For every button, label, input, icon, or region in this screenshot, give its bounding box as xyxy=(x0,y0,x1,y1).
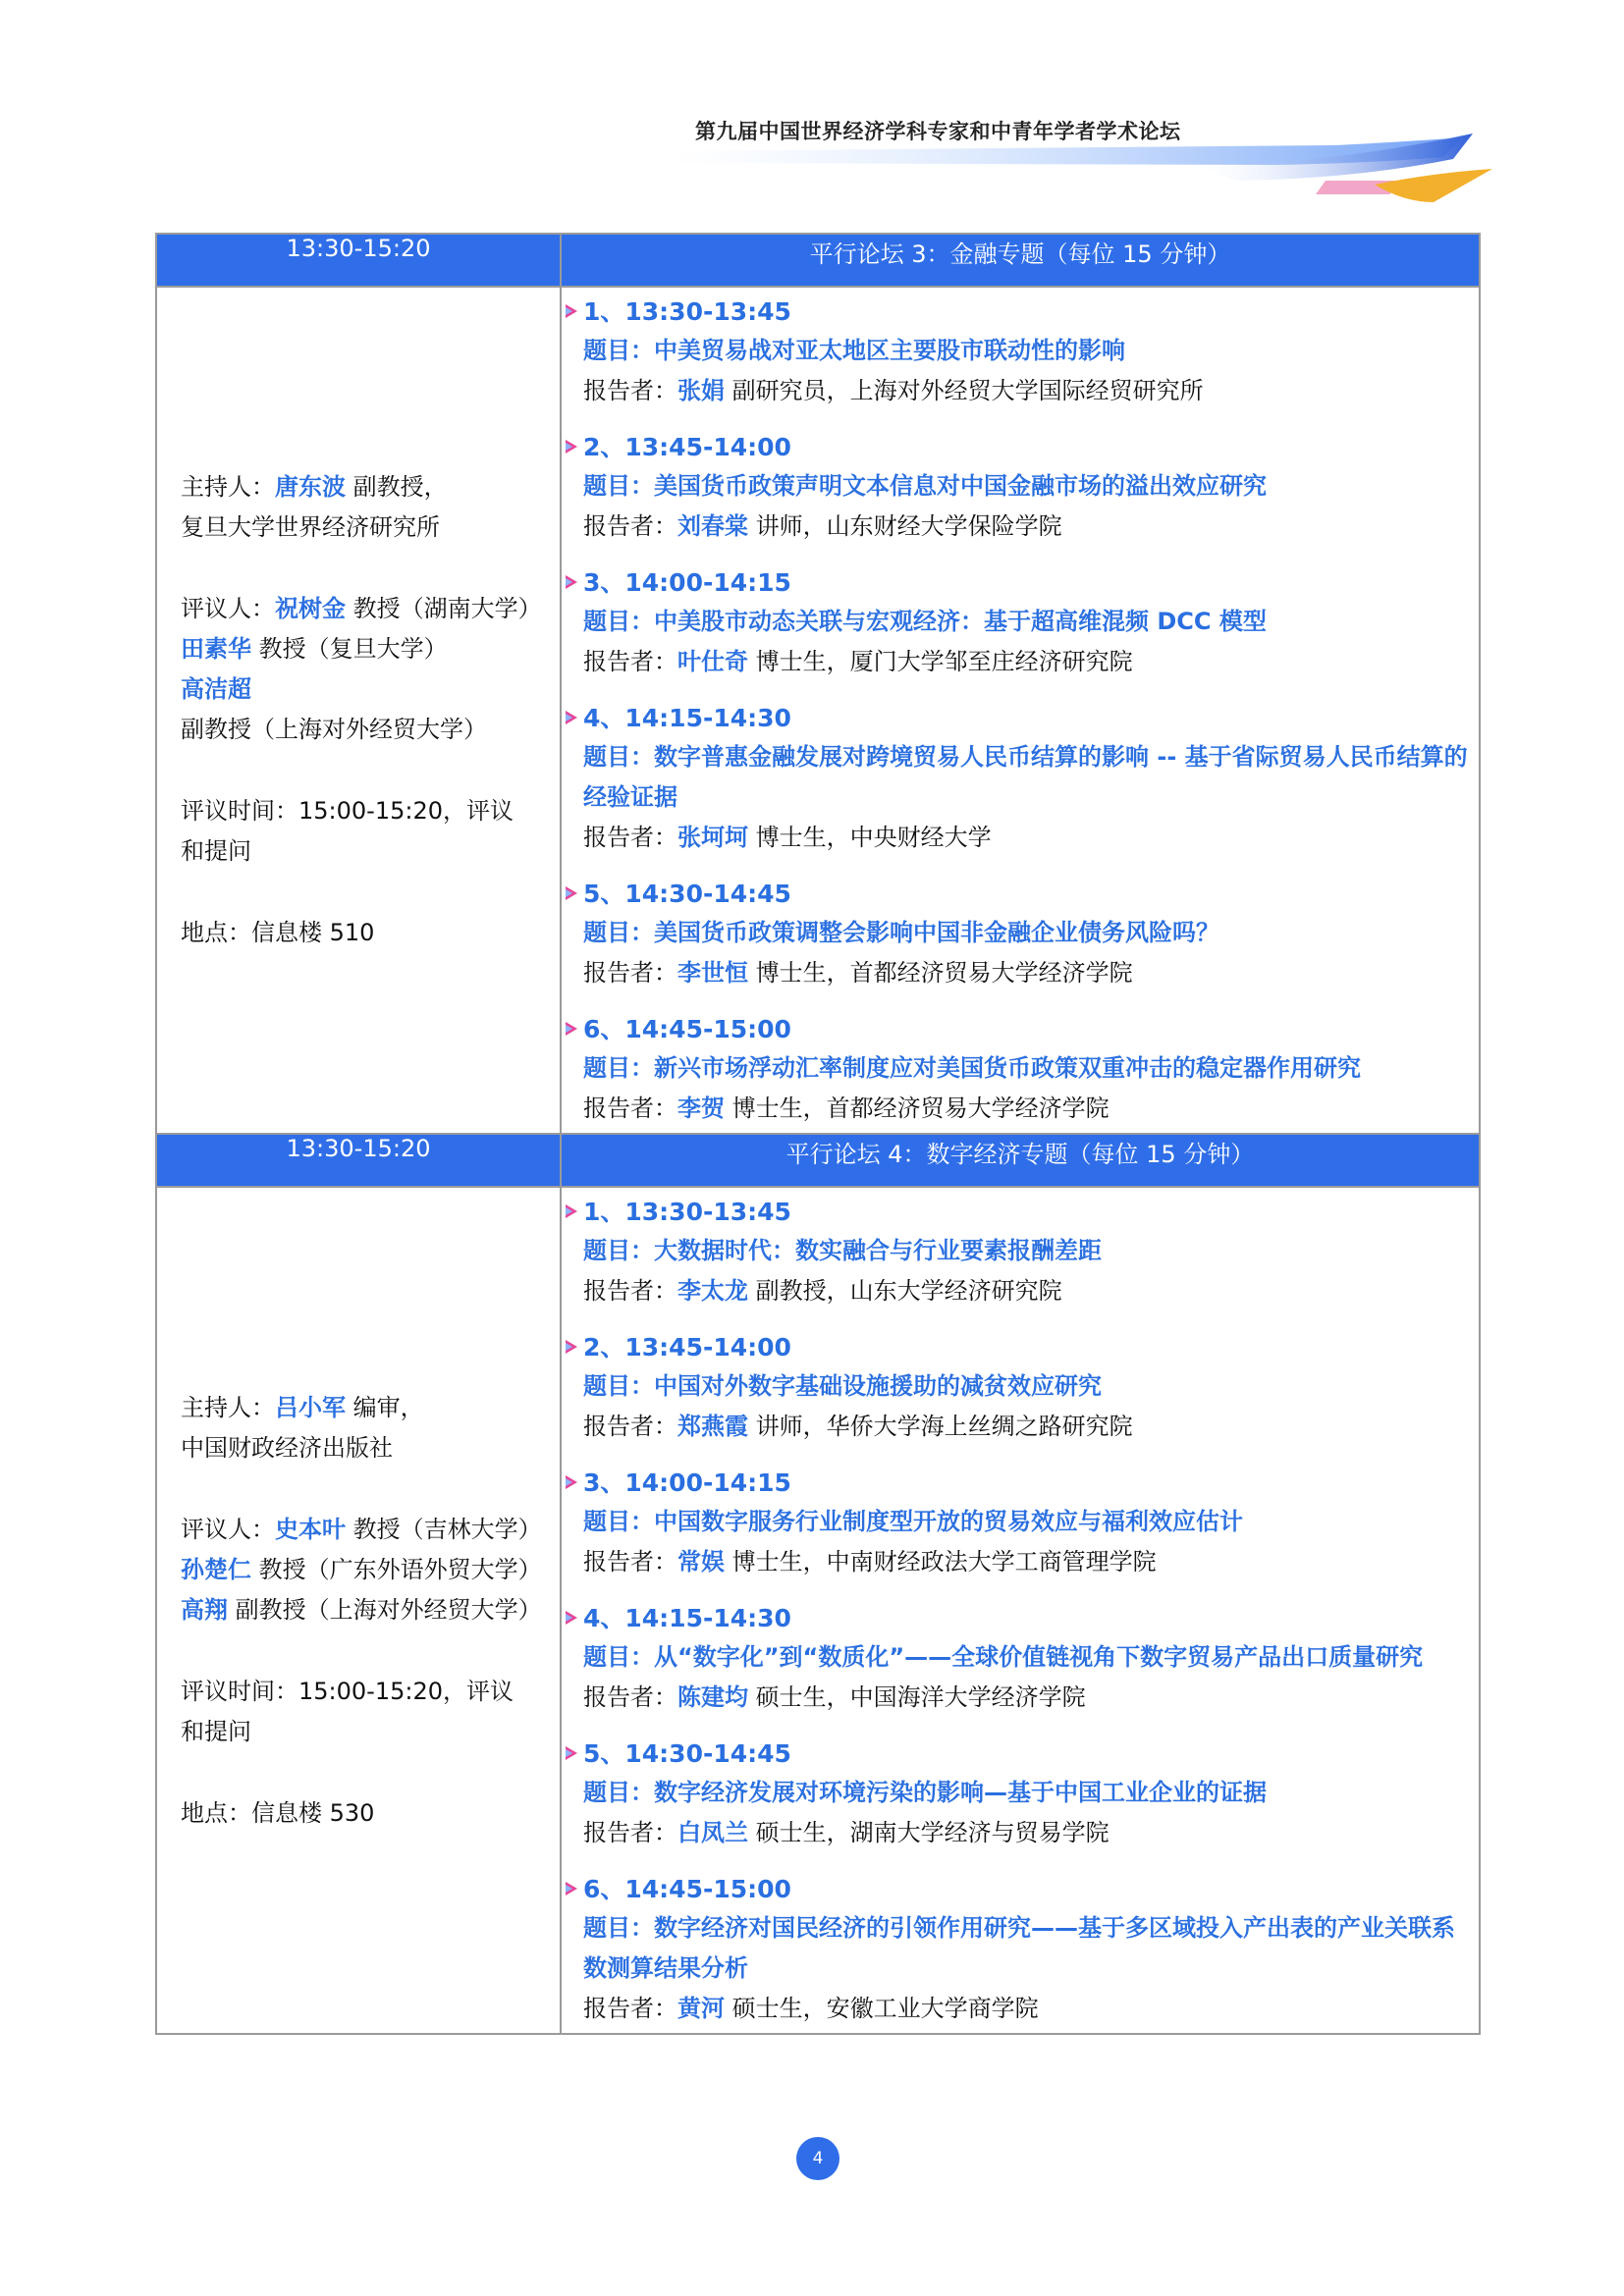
review-time-line1: 评议时间：15:00-15:20，评议 xyxy=(181,797,514,825)
bullet-triangle-icon xyxy=(566,886,577,900)
talk-time-text: 2、13:45-14:00 xyxy=(583,433,791,461)
reporter-label: 报告者： xyxy=(583,512,677,540)
page-number-badge: 4 xyxy=(796,2137,839,2180)
talk-item xyxy=(566,1735,1475,1853)
schedule-table xyxy=(155,233,1481,2035)
talk-item xyxy=(566,1329,1475,1447)
location: 地点：信息楼 510 xyxy=(181,919,375,946)
talk-time xyxy=(566,1465,1475,1502)
talk-item xyxy=(566,429,1475,547)
talk-time xyxy=(566,429,1475,466)
reporter-name: 白凤兰 xyxy=(677,1819,748,1846)
talk-topic: 题目：中美贸易战对亚太地区主要股市联动性的影响 xyxy=(583,337,1125,364)
reporter-label: 报告者： xyxy=(583,1995,677,2022)
bullet-triangle-icon xyxy=(566,1022,577,1036)
talk-topic: 题目：数字普惠金融发展对跨境贸易人民币结算的影响 -- 基于省际贸易人民币结算的经验证据 xyxy=(583,743,1468,811)
talk-time xyxy=(566,294,1475,331)
bullet-triangle-icon xyxy=(566,440,577,454)
reviewer-detail: 副教授（上海对外经贸大学） xyxy=(181,716,487,743)
reviewer-detail: 副教授（上海对外经贸大学） xyxy=(228,1595,542,1624)
talk-time-text: 1、13:30-13:45 xyxy=(583,1198,791,1226)
reporter-name: 李世恒 xyxy=(677,959,748,987)
reporter-label: 报告者： xyxy=(583,648,677,675)
host-name: 吕小军 xyxy=(275,1393,346,1421)
talk-item xyxy=(566,1465,1475,1582)
host-org: 复旦大学世界经济研究所 xyxy=(181,513,440,541)
talk-time xyxy=(566,1871,1475,1908)
bullet-triangle-icon xyxy=(566,1746,577,1760)
reporter-info: 博士生，首都经济贸易大学经济学院 xyxy=(725,1095,1110,1122)
talk-time xyxy=(566,1194,1475,1231)
reviewer-name: 高洁超 xyxy=(181,675,251,703)
session-time: 13:30-15:20 xyxy=(156,1134,561,1187)
reporter-info: 讲师，华侨大学海上丝绸之路研究院 xyxy=(748,1413,1133,1440)
review-time-line2: 和提问 xyxy=(181,837,251,865)
reviewer-name: 高翔 xyxy=(181,1595,228,1624)
session-body-row xyxy=(156,287,1480,1134)
reviewer-detail: 教授（湖南大学） xyxy=(346,595,542,622)
reporter-name: 刘春棠 xyxy=(677,512,748,540)
talk-item xyxy=(566,1194,1475,1311)
talk-time-text: 5、14:30-14:45 xyxy=(583,1739,791,1768)
talk-reporter xyxy=(566,1542,1475,1582)
reviewer-name: 田素华 xyxy=(181,635,251,663)
reporter-info: 博士生，中南财经政法大学工商管理学院 xyxy=(725,1548,1157,1575)
reporter-info: 博士生，中央财经大学 xyxy=(748,824,992,851)
reporter-info: 副教授，山东大学经济研究院 xyxy=(748,1277,1062,1305)
talk-topic: 题目：中国对外数字基础设施援助的减贫效应研究 xyxy=(583,1372,1102,1400)
talk-time-text: 4、14:15-14:30 xyxy=(583,704,791,732)
reporter-label: 报告者： xyxy=(583,1548,677,1575)
reporter-name: 陈建均 xyxy=(677,1683,748,1711)
bullet-triangle-icon xyxy=(566,575,577,589)
review-time-line1: 评议时间：15:00-15:20，评议 xyxy=(181,1677,514,1705)
session-title: 平行论坛 3：金融专题（每位 15 分钟） xyxy=(561,234,1480,287)
talk-list-cell xyxy=(561,287,1480,1134)
reporter-label: 报告者： xyxy=(583,1413,677,1440)
talk-reporter xyxy=(566,1678,1475,1718)
talk-reporter xyxy=(566,818,1475,858)
talk-time xyxy=(566,1011,1475,1048)
talk-item xyxy=(566,294,1475,411)
talk-topic: 题目：数字经济发展对环境污染的影响—基于中国工业企业的证据 xyxy=(583,1779,1267,1806)
talk-item xyxy=(566,700,1475,858)
session-info-cell xyxy=(156,287,561,1134)
talk-time-text: 2、13:45-14:00 xyxy=(583,1333,791,1362)
session-header-row xyxy=(156,234,1480,287)
reporter-label: 报告者： xyxy=(583,1819,677,1846)
reporter-name: 叶仕奇 xyxy=(677,648,748,675)
talk-topic: 题目：数字经济对国民经济的引领作用研究——基于多区域投入产出表的产业关联系数测算结果分析 xyxy=(583,1914,1455,1982)
reporter-info: 硕士生，安徽工业大学商学院 xyxy=(725,1995,1039,2022)
reporter-label: 报告者： xyxy=(583,1683,677,1711)
bullet-triangle-icon xyxy=(566,1340,577,1354)
host-title: 编审， xyxy=(346,1393,424,1421)
talk-time xyxy=(566,876,1475,913)
talk-topic: 题目：大数据时代：数实融合与行业要素报酬差距 xyxy=(583,1237,1102,1264)
talk-reporter xyxy=(566,1271,1475,1311)
talk-time xyxy=(566,564,1475,602)
talk-reporter xyxy=(566,1089,1475,1129)
host-block xyxy=(181,1388,560,1468)
reporter-info: 硕士生，中国海洋大学经济学院 xyxy=(748,1683,1086,1711)
reporter-name: 李贺 xyxy=(677,1095,725,1122)
bullet-triangle-icon xyxy=(566,711,577,724)
reviewer-detail: 教授（复旦大学） xyxy=(251,635,448,663)
reporter-name: 郑燕霞 xyxy=(677,1413,748,1440)
reporter-info: 讲师，山东财经大学保险学院 xyxy=(748,512,1062,540)
header-ribbon-decoration xyxy=(648,124,1492,202)
talk-topic: 题目：中美股市动态关联与宏观经济：基于超高维混频 DCC 模型 xyxy=(583,608,1267,635)
bullet-triangle-icon xyxy=(566,304,577,318)
talk-reporter xyxy=(566,953,1475,993)
talk-topic: 题目：从“数字化”到“数质化”——全球价值链视角下数字贸易产品出口质量研究 xyxy=(583,1643,1424,1671)
talk-time-text: 6、14:45-15:00 xyxy=(583,1015,791,1043)
reporter-name: 黄河 xyxy=(677,1995,725,2022)
reporter-name: 张娟 xyxy=(677,377,725,404)
talk-time xyxy=(566,1600,1475,1637)
reviewer-detail: 教授（广东外语外贸大学） xyxy=(251,1555,542,1583)
reviewer-label: 评议人： xyxy=(181,1515,275,1543)
talk-topic: 题目：新兴市场浮动汇率制度应对美国货币政策双重冲击的稳定器作用研究 xyxy=(583,1054,1361,1082)
talk-time-text: 6、14:45-15:00 xyxy=(583,1875,791,1903)
session-title: 平行论坛 4：数字经济专题（每位 15 分钟） xyxy=(561,1134,1480,1187)
session-info-cell xyxy=(156,1187,561,2034)
reporter-info: 博士生，首都经济贸易大学经济学院 xyxy=(748,959,1133,987)
talk-reporter xyxy=(566,1407,1475,1447)
host-title: 副教授， xyxy=(346,473,448,501)
talk-topic: 题目：中国数字服务行业制度型开放的贸易效应与福利效应估计 xyxy=(583,1508,1243,1535)
session-header-row xyxy=(156,1134,1480,1187)
reviewer-detail: 教授（吉林大学） xyxy=(346,1515,542,1543)
document-header-title: 第九届中国世界经济学科专家和中青年学者学术论坛 xyxy=(695,120,1181,143)
talk-item xyxy=(566,876,1475,993)
talk-list-cell xyxy=(561,1187,1480,2034)
talk-topic: 题目：美国货币政策声明文本信息对中国金融市场的溢出效应研究 xyxy=(583,472,1267,500)
talk-time xyxy=(566,700,1475,737)
host-block xyxy=(181,467,560,548)
host-label: 主持人： xyxy=(181,1393,275,1421)
talk-topic: 题目：美国货币政策调整会影响中国非金融企业债务风险吗？ xyxy=(583,919,1219,946)
talk-reporter xyxy=(566,642,1475,682)
bullet-triangle-icon xyxy=(566,1611,577,1625)
reporter-name: 张坷坷 xyxy=(677,824,748,851)
location: 地点：信息楼 530 xyxy=(181,1798,375,1827)
talk-item xyxy=(566,1871,1475,2029)
talk-time-text: 1、13:30-13:45 xyxy=(583,297,791,326)
talk-item xyxy=(566,1600,1475,1718)
reviewers-block xyxy=(181,1510,560,1630)
talk-reporter xyxy=(566,1813,1475,1853)
session-time: 13:30-15:20 xyxy=(156,234,561,287)
talk-time-text: 4、14:15-14:30 xyxy=(583,1604,791,1632)
talk-time-text: 3、14:00-14:15 xyxy=(583,568,791,597)
reporter-label: 报告者： xyxy=(583,1095,677,1122)
talk-time-text: 3、14:00-14:15 xyxy=(583,1468,791,1497)
host-org: 中国财政经济出版社 xyxy=(181,1433,393,1462)
talk-time-text: 5、14:30-14:45 xyxy=(583,880,791,908)
reporter-name: 李太龙 xyxy=(677,1277,748,1305)
reporter-label: 报告者： xyxy=(583,377,677,404)
bullet-triangle-icon xyxy=(566,1475,577,1489)
host-label: 主持人： xyxy=(181,473,275,501)
reporter-label: 报告者： xyxy=(583,824,677,851)
reporter-info: 副研究员，上海对外经贸大学国际经贸研究所 xyxy=(725,377,1204,404)
host-name: 唐东波 xyxy=(275,473,346,501)
talk-reporter xyxy=(566,371,1475,411)
talk-item xyxy=(566,564,1475,682)
bullet-triangle-icon xyxy=(566,1204,577,1218)
reporter-label: 报告者： xyxy=(583,1277,677,1305)
bullet-triangle-icon xyxy=(566,1882,577,1896)
talk-reporter xyxy=(566,1989,1475,2029)
session-body-row xyxy=(156,1187,1480,2034)
talk-time xyxy=(566,1735,1475,1773)
review-time-line2: 和提问 xyxy=(181,1717,251,1745)
talk-item xyxy=(566,1011,1475,1129)
reporter-label: 报告者： xyxy=(583,959,677,987)
reporter-name: 常娱 xyxy=(677,1548,725,1575)
talk-time xyxy=(566,1329,1475,1366)
talk-reporter xyxy=(566,507,1475,547)
reviewers-block xyxy=(181,589,560,750)
review-time xyxy=(181,1672,560,1752)
reviewer-name: 史本叶 xyxy=(275,1515,346,1543)
review-time xyxy=(181,791,560,872)
reporter-info: 博士生，厦门大学邹至庄经济研究院 xyxy=(748,648,1133,675)
reporter-info: 硕士生，湖南大学经济与贸易学院 xyxy=(748,1819,1110,1846)
reviewer-label: 评议人： xyxy=(181,595,275,622)
reviewer-name: 孙楚仁 xyxy=(181,1555,251,1583)
reviewer-name: 祝树金 xyxy=(275,595,346,622)
